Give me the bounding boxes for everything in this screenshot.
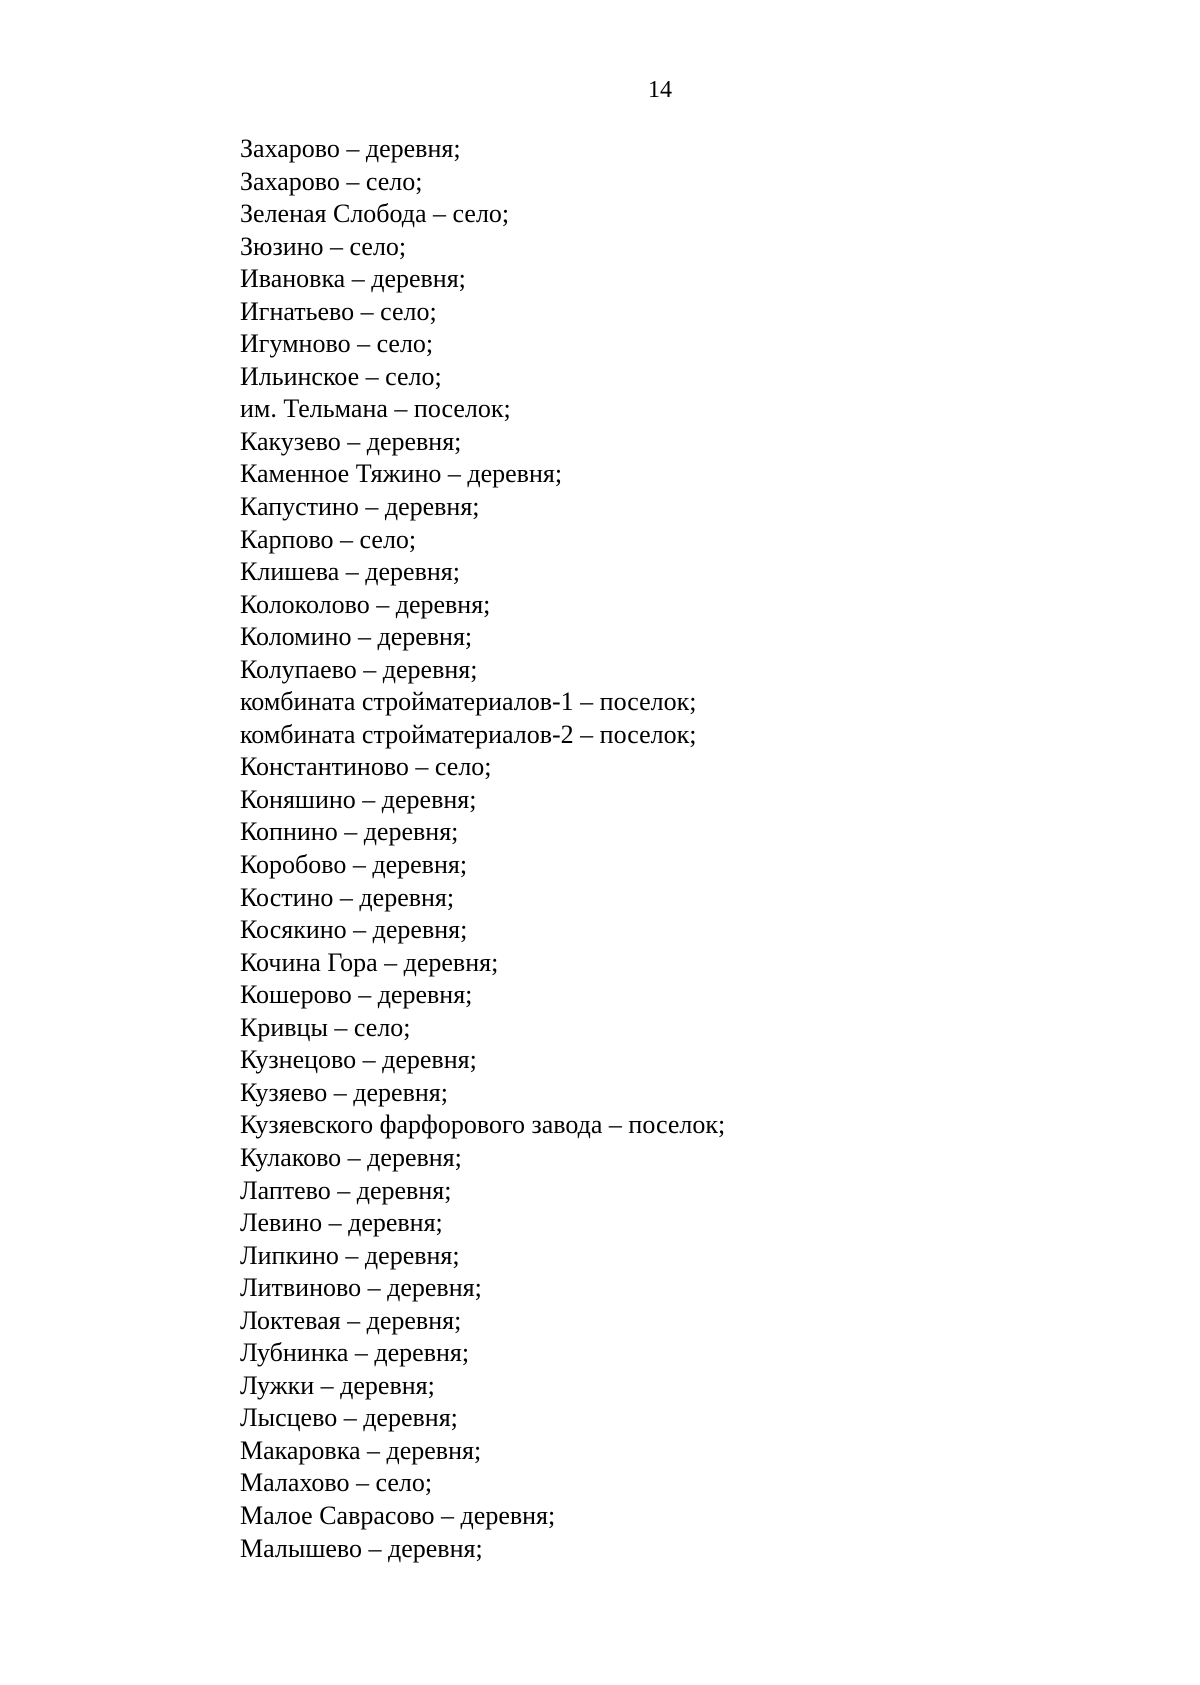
list-item: Капустино – деревня; [240,492,480,522]
list-item: Косякино – деревня; [240,915,468,945]
list-item: Кузнецово – деревня; [240,1045,477,1075]
list-item: Кошерово – деревня; [240,980,473,1010]
list-item: Лаптево – деревня; [240,1175,452,1205]
list-item: Коняшино – деревня; [240,784,477,814]
list-item: Копнино – деревня; [240,817,459,847]
list-item: Костино – деревня; [240,882,455,912]
list-item: Ивановка – деревня; [240,264,466,294]
list-item: Левино – деревня; [240,1208,443,1238]
list-item: Зеленая Слобода – село; [240,199,510,229]
page-number: 14 [648,77,672,103]
list-item: Лужки – деревня; [240,1370,435,1400]
list-item: Колоколово – деревня; [240,589,491,619]
list-item: Малышево – деревня; [240,1533,483,1563]
list-item: Кузяево – деревня; [240,1077,448,1107]
list-item: Лубнинка – деревня; [240,1338,470,1368]
list-item: Захарово – село; [240,166,423,196]
list-item: Лысцево – деревня; [240,1403,458,1433]
list-item: Коробово – деревня; [240,850,468,880]
list-item: Захарово – деревня; [240,134,461,163]
list-item: комбината стройматериалов-2 – поселок; [240,719,697,749]
list-item: Кривцы – село; [240,1012,411,1042]
list-item: Малое Саврасово – деревня; [240,1500,556,1530]
list-item: Каменное Тяжино – деревня; [240,459,563,489]
list-item: Ильинское – село; [240,361,442,391]
list-item: Константиново – село; [240,752,492,782]
list-item: Игнатьево – село; [240,296,437,326]
list-item: Локтевая – деревня; [240,1305,462,1335]
list-item: Кулаково – деревня; [240,1142,462,1172]
list-item: Кузяевского фарфорового завода – поселок; [240,1110,726,1140]
list-item: им. Тельмана – поселок; [240,394,511,424]
settlement-list [240,133,1140,1565]
list-item: Липкино – деревня; [240,1240,460,1270]
list-item: Литвиново – деревня; [240,1273,482,1303]
list-item: Макаровка – деревня; [240,1435,482,1465]
list-item: Кочина Гора – деревня; [240,947,499,977]
list-item: Зюзино – село; [240,231,407,261]
list-item: Колупаево – деревня; [240,654,478,684]
list-item: Игумново – село; [240,329,434,359]
list-item: Малахово – село; [240,1468,433,1498]
list-item: Коломино – деревня; [240,622,473,652]
list-item: Клишева – деревня; [240,557,460,587]
list-item: Какузево – деревня; [240,426,462,456]
list-item: комбината стройматериалов-1 – поселок; [240,687,697,717]
list-item: Карпово – село; [240,524,417,554]
